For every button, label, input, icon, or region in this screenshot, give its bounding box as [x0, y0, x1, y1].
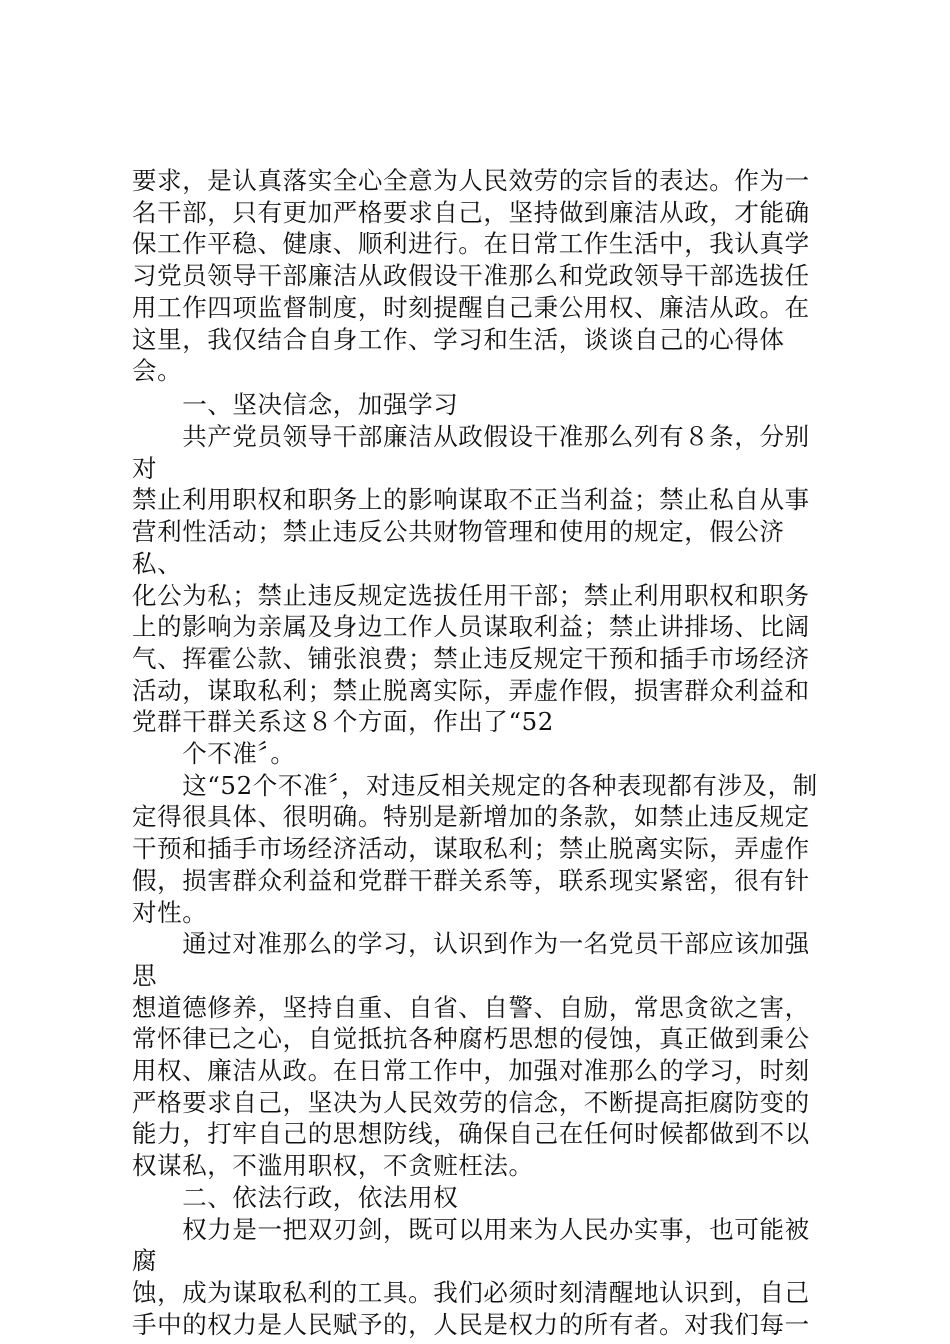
- section-heading-1: 一、坚决信念，加强学习: [132, 390, 459, 419]
- intro-paragraph: 要求，是认真落实全心全意为人民效劳的宗旨的表达。作为一 名干部，只有更加严格要求自己，坚持做到廉洁从政，才能确 保工作平稳、健康、顺利进行。在日常工作生活中，我认真学 习党员领导干部廉洁从政假设干准那么和党政领导干部选拔任 用工作四项监督制度，时刻提醒自己秉公用权、廉洁从政。在 这里，我仅结合自身工作、学习和生活，谈谈自己的心得体会。: [132, 166, 810, 386]
- document-body-text: 共产党员领导干部廉洁从政假设干准那么列有８条，分别对 禁止利用职权和职务上的影响谋取不正当利益；禁止私自从事 营利性活动；禁止违反公共财物管理和使用的规定，假公济私、 化公为私；禁止违反规定选拔任用干部；禁止利用职权和职务 上的影响为亲属及身边工作人员谋取利益；禁止讲排场、比阔 气、挥霍公款、铺张浪费；禁止违反规定干预和插手市场经济 活动，谋取私利；禁止脱离实际，弄虚作假，损害群众利益和 党群干群关系这８个方面，作出了“52 个不准〞。 这“52个不准〞，对违反相关规定的各种表现都有涉及，制 定得很具体、很明确。特别是新增加的条款，如禁止违反规定 干预和插手市场经济活动，谋取私利；禁止脱离实际，弄虚作 假，损害群众利益和党群干群关系等，联系现实紧密，很有针 对性。 通过对准那么的学习，认识到作为一名党员干部应该加强思 想道德修养，坚持自重、自省、自警、自励，常思贪欲之害， 常怀律已之心，自觉抵抗各种腐朽思想的侵蚀，真正做到秉公 用权、廉洁从政。在日常工作中，加强对准那么的学习，时刻 严格要求自己，坚决为人民效劳的信念，不断提高拒腐防变的 能力，打牢自己的思想防线，确保自己在任何时候都做到不以 权谋私，不滥用职权，不贪赃枉法。 二、依法行政，依法用权 权力是一把双刃剑，既可以用来为人民办实事，也可能被腐 蚀，成为谋取私利的工具。我们必须时刻清醒地认识到，自己 手中的权力是人民赋予的，人民是权力的所有者。对我们每一: [132, 422, 818, 1339]
